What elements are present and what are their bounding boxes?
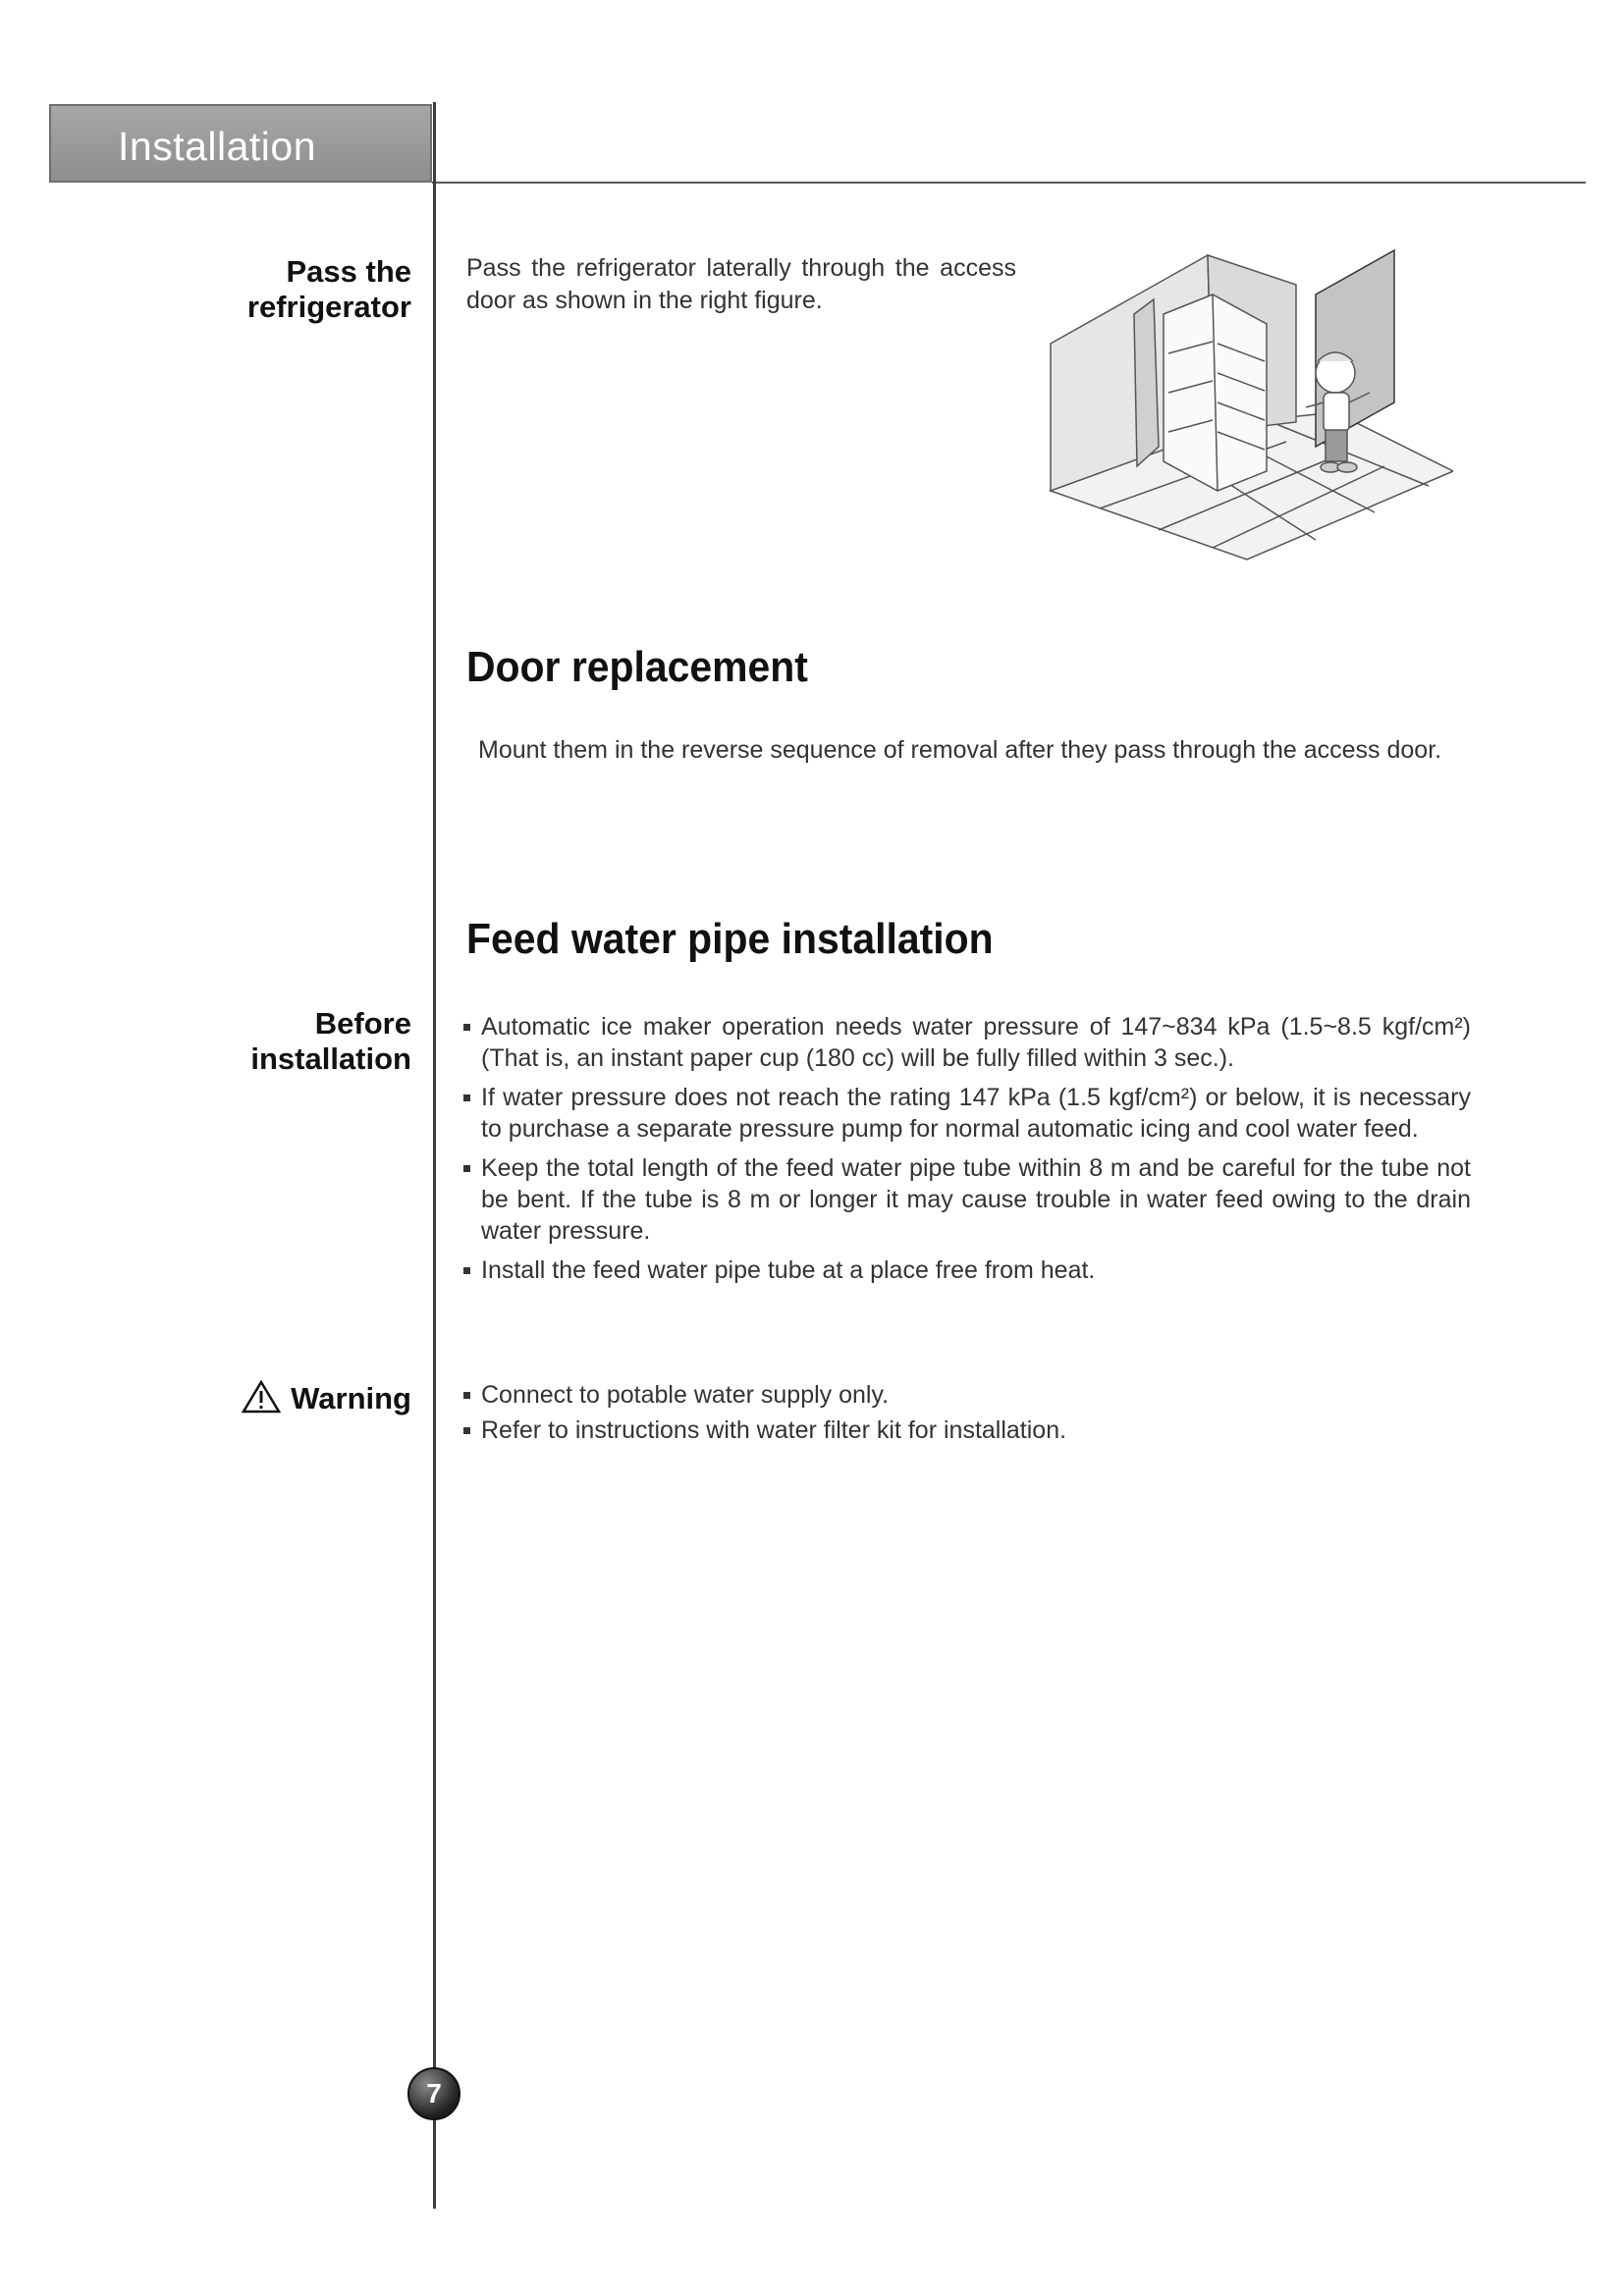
vertical-divider: [433, 102, 436, 2209]
bullet-icon: [463, 1392, 470, 1399]
bullet-icon: [463, 1267, 470, 1274]
door-replacement-text: Mount them in the reverse sequence of removal after they pass through the access door.: [478, 736, 1442, 764]
warning-list: [463, 1379, 1471, 1454]
header-rule: [432, 182, 1586, 184]
refrigerator-figure: [1041, 245, 1453, 569]
page-number-badge: 7: [407, 2067, 460, 2120]
section-header-tab: [49, 104, 432, 183]
warning-label: Warning: [136, 1380, 411, 1416]
bullet-icon: [463, 1024, 470, 1031]
section-title: Installation: [118, 124, 317, 169]
pass-label-line1: Pass the: [286, 254, 411, 289]
before-label-line2: installation: [250, 1041, 411, 1076]
before-installation-list: [463, 1011, 1471, 1294]
warning-icon: [242, 1380, 281, 1414]
before-label-line1: Before: [314, 1006, 411, 1041]
list-item: Install the feed water pipe tube at a place free from heat.: [463, 1255, 1471, 1286]
bullet-icon: [463, 1095, 470, 1101]
list-item: Keep the total length of the feed water pipe tube within 8 m and be careful for the tube not be bent. If the tube is 8 m or longer it may cause trouble in water feed owing to the drain water pressure.: [463, 1152, 1471, 1247]
list-item: Refer to instructions with water filter kit for installation.: [463, 1415, 1471, 1446]
pass-refrigerator-text: Pass the refrigerator laterally through the access door as shown in the right figure.: [466, 254, 1016, 314]
pass-label-line2: refrigerator: [246, 290, 411, 324]
bullet-icon: [463, 1427, 470, 1434]
list-item: Automatic ice maker operation needs water pressure of 147~834 kPa (1.5~8.5 kgf/cm²) (That is, an instant paper cup (180 cc) will be fully filled within 3 sec.).: [463, 1011, 1471, 1074]
list-item: Connect to potable water supply only.: [463, 1379, 1471, 1411]
feed-water-title: Feed water pipe installation: [466, 915, 994, 963]
pass-refrigerator-label: [156, 254, 411, 325]
door-replacement-title: Door replacement: [466, 643, 808, 691]
bullet-icon: [463, 1165, 470, 1172]
list-item: If water pressure does not reach the rating 147 kPa (1.5 kgf/cm²) or below, it is necessary to purchase a separate pressure pump for normal automatic icing and cool water feed.: [463, 1082, 1471, 1145]
before-installation-label: [156, 1006, 411, 1077]
